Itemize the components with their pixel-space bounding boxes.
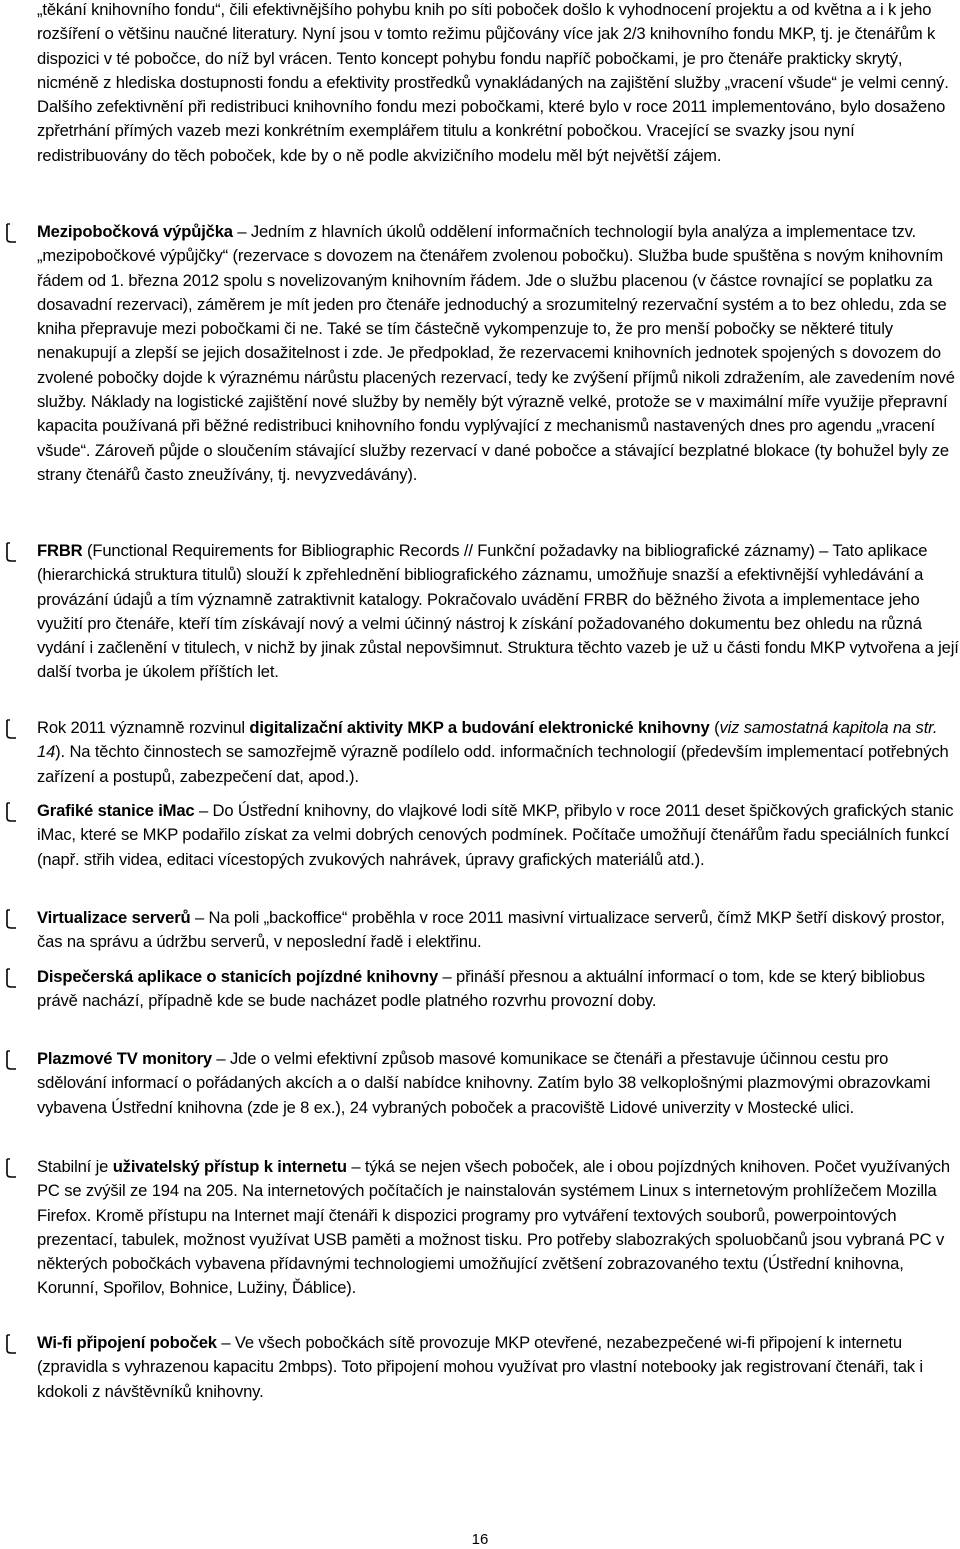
- list-item-virtualizace: [0, 906, 960, 955]
- item-italic: viz samostatná kapitola na str. 14: [37, 718, 938, 762]
- item-heading: uživatelský přístup k internetu: [112, 1157, 347, 1176]
- list-item-dispecerska: [0, 965, 960, 1014]
- item-body: – Jedním z hlavních úkolů oddělení informačních technologií byla analýza a implementace tzv. „mezipobočkové výpůjčky“ (rezervace s dovozem na čtenářem zvolenou pobočku). Služba bude spuštěna s novým knihovním řádem od 1. března 2012 spolu s novelizovaným knihovním řádem. Jde o službu placenou (v částce rovnající se poplatku za dosavadní rezervaci), záměrem je mít jeden pro čtenáře jednoduchý a srozumitelný rezervační systém a to bez ohledu, zda se kniha přepravuje mezi pobočkami či ne. Také se tím částečně vykompenzuje to, že pro menší pobočky se některé tituly nenakupují a zlepší se jejich dosažitelnost i zde. Je předpoklad, že rezervacemi knihovních jednotek spojených s dovozem do zvolené pobočky dojde k výraznému nárůstu placených rezervací, tedy ke zvýšení příjmů nikoli zdražením, ale zavedením nové služby. Náklady na logistické zajištění nové služby by neměly být výrazně velké, protože se v maximální míře využije přepravní kapacita používaná při běžné redistribuci knihovního fondu vyplývající z mechanismů nastavených dnes pro agendu „vracení všude“. Zároveň půjde o sloučením stávající služby rezervací v dané pobočce a stávající bezplatné blokace (ty bohužel byly ze strany čtenářů často zneužívány, tj. nevyzvedávány).: [37, 222, 955, 484]
- item-body: – Jde o velmi efektivní způsob masové komunikace se čtenáři a přestavuje účinnou cestu pro sdělování informací o pořádaných akcích a o další nabídce knihovny. Zatím bylo 38 velkoplošnými plazmovými obrazovkami vybavena Ústřední knihovna (zde je 8 ex.), 24 vybraných poboček a pracoviště Lidové univerzity v Mostecké ulici.: [37, 1049, 931, 1117]
- item-heading: FRBR: [37, 541, 83, 560]
- list-item-text: [37, 965, 959, 1014]
- hook-bullet-icon: [4, 541, 18, 563]
- list-item-digitalizace: [0, 716, 960, 789]
- list-item-text: [37, 1155, 959, 1301]
- list-item-plazmove-tv: [0, 1047, 960, 1120]
- list-item-text: [37, 799, 959, 872]
- item-body: – Ve všech pobočkách sítě provozuje MKP otevřené, nezabezpečené wi-fi připojení k internetu (zpravidla s vyhrazenou kapacitu 2mbps). Toto připojení mohou využívat pro vlastní notebooky jak registrovaní čtenáři, tak i kdokoli z návštěvníků knihovny.: [37, 1333, 923, 1401]
- item-body: – Do Ústřední knihovny, do vlajkové lodi sítě MKP, přibylo v roce 2011 deset špičkových grafických stanic iMac, které se MKP podařilo získat za velmi dobrých cenových podmínek. Počítače umožňují čtenářům řadu speciálních funkcí (např. střih videa, editaci vícestopých zvukových nahrávek, úpravy grafických materiálů atd.).: [37, 801, 954, 869]
- list-item-text: [37, 906, 959, 955]
- hook-bullet-icon: [4, 222, 18, 244]
- hook-bullet-icon: [4, 967, 18, 989]
- list-item-imac: [0, 799, 960, 872]
- list-item-text: [37, 1331, 959, 1404]
- item-heading: Wi-fi připojení poboček: [37, 1333, 217, 1352]
- hook-bullet-icon: [4, 718, 18, 740]
- list-item-internet: [0, 1155, 960, 1301]
- page-number: 16: [471, 1531, 489, 1548]
- list-item-text: [37, 716, 959, 789]
- item-heading: Mezipobočková výpůjčka: [37, 222, 233, 241]
- list-item-text: [37, 1047, 959, 1120]
- list-item-mezipobockova: [0, 220, 960, 487]
- list-item-wifi: [0, 1331, 960, 1404]
- item-mid: (: [709, 718, 720, 737]
- list-item-text: [37, 539, 959, 685]
- hook-bullet-icon: [4, 908, 18, 930]
- list-item-frbr: [0, 539, 960, 685]
- intro-text: „těkání knihovního fondu“, čili efektivnějšího pohybu knih po síti poboček došlo k vyhodnocení projektu a od května a i k jeho rozšíření o většinu naučné literatury. Nyní jsou v tomto režimu půjčovány více jak 2/3 knihovního fondu MKP, tj. je čtenářům k dispozici v té pobočce, do níž byl vrácen. Tento koncept pohybu fondu napříč pobočkami, je pro čtenáře prakticky skrytý, nicméně z hlediska dostupnosti fondu a efektivity prostředků vynakládaných na zajištění služby „vracení všude“ je velmi cenný. Dalšího zefektivnění při redistribuci knihovního fondu mezi pobočkami, které bylo v roce 2011 implementováno, bylo dosaženo zpřetrhání přímých vazeb mezi konkrétním exemplářem titulu a konkrétní pobočkou. Vracející se svazky jsou nyní redistribuovány do těch poboček, kde by o ně podle akvizičního modelu měl být největší zájem.: [37, 0, 949, 165]
- hook-bullet-icon: [4, 1049, 18, 1071]
- item-body: – přináší přesnou a aktuální informací o tom, kde se který bibliobus právě nachází, případně kde se bude nacházet podle platného rozvrhu provozní doby.: [37, 967, 925, 1011]
- item-body: (Functional Requirements for Bibliographic Records // Funkční požadavky na bibliografické záznamy) – Tato aplikace (hierarchická struktura titulů) slouží k zpřehlednění bibliografického záznamu, umožňuje snazší a efektivnější vyhledávání a provázání údajů a tím významně zatraktivnit katalogy. Pokračovalo uvádění FRBR do běžného života a implementace jeho využití pro čtenáře, kteří tím získávají nový a velmi účinný nástroj k získání požadovaného dokumentu bez ohledu na různá vydání i začlenění v titulech, v nichž by jinak zůstal nepovšimnut. Struktura těchto vazeb je už u části fondu MKP vytvořena a její další tvorba je úkolem příštích let.: [37, 541, 959, 682]
- intro-paragraph: [37, 0, 959, 168]
- item-heading: Dispečerská aplikace o stanicích pojízdné knihovny: [37, 967, 439, 986]
- item-pre: Stabilní je: [37, 1157, 113, 1176]
- hook-bullet-icon: [4, 1333, 18, 1355]
- item-body: ). Na těchto činnostech se samozřejmě výrazně podílelo odd. informačních technologií (především implementací potřebných zařízení a postupů, zabezpečení dat, apod.).: [37, 742, 949, 786]
- item-pre: Rok 2011 významně rozvinul: [37, 718, 250, 737]
- hook-bullet-icon: [4, 1157, 18, 1179]
- item-heading: Virtualizace serverů: [37, 908, 191, 927]
- item-heading: digitalizační aktivity MKP a budování elektronické knihovny: [249, 718, 710, 737]
- hook-bullet-icon: [4, 801, 18, 823]
- item-body: – týká se nejen všech poboček, ale i obou pojízdných knihoven. Počet využívaných PC se zvýšil ze 194 na 205. Na internetových počítačích je nainstalován systémem Linux s internetovým prohlížečem Mozilla Firefox. Kromě přístupu na Internet mají čtenáři k dispozici programy pro vytváření textových souborů, powerpointových prezentací, tabulek, možnost využívat USB paměti a možnost tisku. Pro potřeby slabozrakých spoluobčanů jsou vybraná PC v některých pobočkách vybavena přídavnými technologiemi umožňující zvětšení zobrazovaného textu (Ústřední knihovna, Korunní, Spořilov, Bohnice, Lužiny, Ďáblice).: [37, 1157, 950, 1298]
- item-heading: Plazmové TV monitory: [37, 1049, 212, 1068]
- item-body: – Na poli „backoffice“ proběhla v roce 2011 masivní virtualizace serverů, čímž MKP šetří diskový prostor, čas na správu a údržbu serverů, v neposlední řadě i elektřinu.: [37, 908, 945, 952]
- list-item-text: [37, 220, 959, 487]
- item-heading: Grafiké stanice iMac: [37, 801, 195, 820]
